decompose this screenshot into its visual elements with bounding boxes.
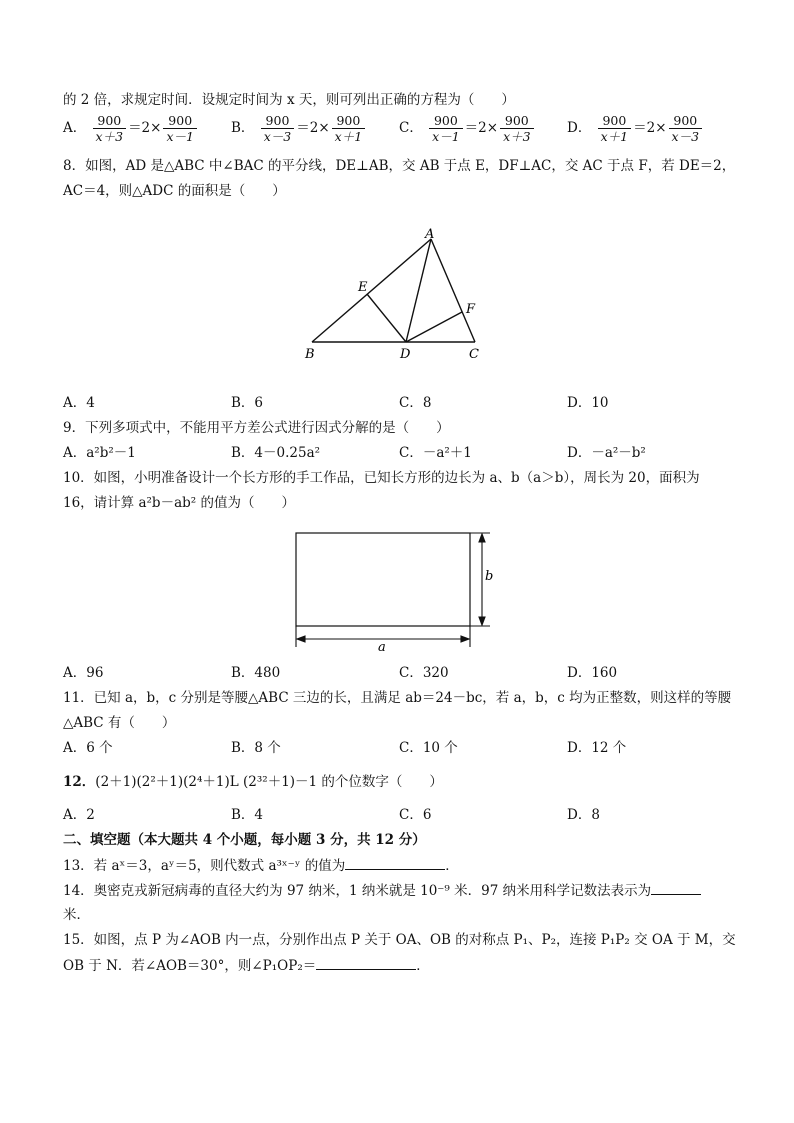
q10-option-c: C．320: [399, 665, 449, 681]
q8-option-d: D．10: [567, 395, 609, 411]
section-title: 二、填空题（本大题共 4 个小题，每小题 3 分，共 12 分）: [63, 832, 426, 848]
label-c: C: [469, 347, 479, 362]
q8-option-c: C．8: [399, 395, 432, 411]
q12-option-b: B．4: [231, 807, 264, 823]
q7-option-b: B． $\frac{900}{x-3}$ ＝2× $\frac{900}{x+1}$: [231, 113, 367, 144]
q8-option-a: A．4: [63, 395, 95, 411]
q8-stem-line1: 8．如图，AD 是△ABC 中∠BAC 的平分线，DE⊥AB，交 AB 于点 E，DF⊥AC，交 AC 于点 F，若 DE＝2，: [63, 158, 736, 174]
fraction: $\frac{900}{x+3}$: [500, 113, 534, 144]
option-letter: C．: [399, 120, 423, 136]
q11-option-b: B．8 个: [231, 740, 281, 756]
q10-stem-line1: 10．如图，小明准备设计一个长方形的手工作品，已知长方形的边长为 a、b（a＞b），周长为 20，面积为: [63, 470, 700, 486]
fraction: $\frac{900}{x+1}$: [598, 113, 632, 144]
label-e: E: [358, 280, 368, 295]
q10-option-d: D．160: [567, 665, 618, 681]
q7-option-a: A． $\frac{900}{x+3}$ ＝2× $\frac{900}{x-1}$: [63, 113, 199, 144]
q10-option-a: A．96: [63, 665, 104, 681]
q12-expression: (2＋1)(2²＋1)(2⁴＋1)L (2³²＋1)－1: [95, 774, 318, 790]
q9-option-c: C．－a²＋1: [399, 445, 472, 461]
fraction: $\frac{900}{x-1}$: [429, 113, 463, 144]
fraction: $\frac{900}{x-1}$: [163, 113, 197, 144]
label-a: A: [425, 227, 435, 242]
q10-option-b: B．480: [231, 665, 281, 681]
answer-blank[interactable]: [345, 855, 445, 870]
q13-stem: 13．若 aˣ＝3，aʸ＝5，则代数式 a³ˣ⁻ʸ 的值为 ．: [63, 855, 459, 876]
q15-stem-line1: 15．如图，点 P 为∠AOB 内一点，分别作出点 P 关于 OA、OB 的对称点 P₁、P₂，连接 P₁P₂ 交 OA 于 M，交: [63, 932, 736, 948]
option-letter: D．: [567, 120, 592, 136]
q12-suffix: 的个位数字（ ）: [317, 774, 443, 790]
q9-option-d: D．－a²－b²: [567, 445, 646, 461]
q12-option-d: D．8: [567, 807, 600, 823]
option-letter: B．: [231, 120, 255, 136]
q12-option-c: C．6: [399, 807, 432, 823]
q11-option-c: C．10 个: [399, 740, 458, 756]
answer-blank[interactable]: [651, 880, 701, 895]
q11-stem-line2: △ABC 有（ ）: [63, 715, 176, 731]
q10-stem-line2: 16，请计算 a²b－ab² 的值为（ ）: [63, 495, 295, 511]
q15-stem-line2: OB 于 N．若∠AOB＝30°，则∠P₁OP₂＝ ．: [63, 955, 430, 976]
q8-option-b: B．6: [231, 395, 264, 411]
q7-option-c: C． $\frac{900}{x-1}$ ＝2× $\frac{900}{x+3}$: [399, 113, 536, 144]
q8-stem-line2: AC＝4，则△ADC 的面积是（ ）: [63, 183, 286, 199]
q14-stem-line2: 米．: [63, 907, 90, 923]
fraction: $\frac{900}{x+3}$: [93, 113, 127, 144]
label-b: b: [485, 569, 494, 584]
triangle-figure: [300, 225, 490, 365]
q12-number: 12．: [63, 774, 96, 790]
rectangle-figure: [290, 527, 500, 651]
q7-option-d: D． $\frac{900}{x+1}$ ＝2× $\frac{900}{x-3}$: [567, 113, 704, 144]
fraction: $\frac{900}{x-3}$: [669, 113, 703, 144]
q9-stem: 9．下列多项式中，不能用平方差公式进行因式分解的是（ ）: [63, 420, 450, 436]
q12-stem: [63, 772, 443, 792]
q12-option-a: A．2: [63, 807, 95, 823]
label-f: F: [466, 302, 476, 317]
q11-option-a: A．6 个: [63, 740, 113, 756]
fraction: $\frac{900}{x-3}$: [261, 113, 295, 144]
q14-stem-line1: 14．奥密克戎新冠病毒的直径大约为 97 纳米，1 纳米就是 10⁻⁹ 米．97 纳米用科学记数法表示为: [63, 880, 701, 901]
answer-blank[interactable]: [316, 955, 416, 970]
q9-option-a: A．a²b²－1: [63, 445, 136, 461]
label-d: D: [400, 347, 411, 362]
label-b: B: [305, 347, 315, 362]
option-letter: A．: [63, 120, 87, 136]
q9-option-b: B．4－0.25a²: [231, 445, 321, 461]
fraction: $\frac{900}{x+1}$: [332, 113, 366, 144]
q11-stem-line1: 11．已知 a，b，c 分别是等腰△ABC 三边的长，且满足 ab＝24－bc，若 a，b，c 均为正整数，则这样的等腰: [63, 690, 732, 706]
q7-stem: 的 2 倍，求规定时间．设规定时间为 x 天，则可列出正确的方程为（ ）: [63, 92, 515, 108]
q11-option-d: D．12 个: [567, 740, 627, 756]
label-a: a: [378, 640, 386, 651]
